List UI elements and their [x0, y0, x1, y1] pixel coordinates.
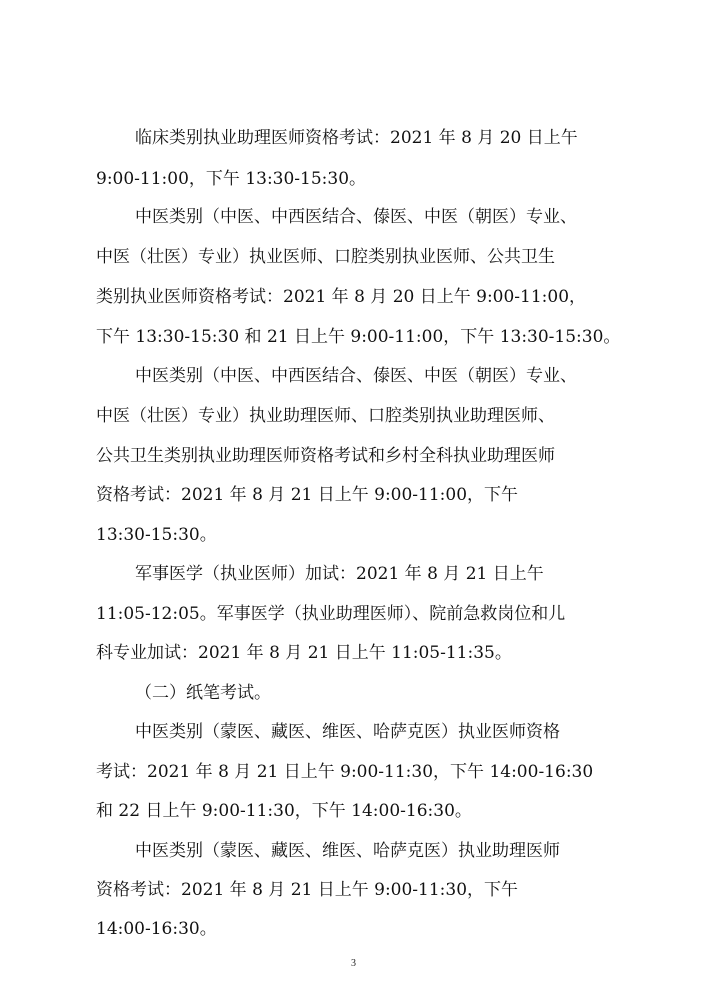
text-line: 中医（壮医）专业）执业医师、口腔类别执业医师、公共卫生 — [96, 247, 555, 267]
text-line: 中医类别（中医、中西医结合、傣医、中医（朝医）专业、 — [135, 207, 577, 227]
text-line: 13:30-15:30。 — [96, 525, 217, 545]
text-line: 中医类别（蒙医、藏医、维医、哈萨克医）执业助理医师 — [135, 841, 560, 861]
text-line: 中医类别（中医、中西医结合、傣医、中医（朝医）专业、 — [135, 366, 577, 386]
text-line: 资格考试：2021 年 8 月 21 日上午 9:00-11:30，下午 — [96, 880, 519, 900]
text-line: 中医（壮医）专业）执业助理医师、口腔类别执业助理医师、 — [96, 406, 555, 426]
text-line: 下午 13:30-15:30 和 21 日上午 9:00-11:00，下午 13:30-15:30。 — [96, 327, 621, 347]
text-line: 临床类别执业助理医师资格考试：2021 年 8 月 20 日上午 — [135, 128, 578, 148]
text-line: 公共卫生类别执业助理医师资格考试和乡村全科执业助理医师 — [96, 446, 555, 466]
text-line: 11:05-12:05。军事医学（执业助理医师）、院前急救岗位和儿 — [96, 604, 566, 624]
text-line: 军事医学（执业医师）加试：2021 年 8 月 21 日上午 — [135, 564, 544, 584]
page-number: 3 — [351, 958, 356, 969]
text-line: 9:00-11:00，下午 13:30-15:30。 — [96, 169, 367, 189]
text-line: 资格考试：2021 年 8 月 21 日上午 9:00-11:00，下午 — [96, 485, 519, 505]
text-line: 科专业加试：2021 年 8 月 21 日上午 11:05-11:35。 — [96, 643, 512, 663]
section-heading: （二）纸笔考试。 — [135, 683, 271, 703]
text-line: 14:00-16:30。 — [96, 919, 217, 939]
text-line: 和 22 日上午 9:00-11:30，下午 14:00-16:30。 — [96, 801, 472, 821]
text-line: 中医类别（蒙医、藏医、维医、哈萨克医）执业医师资格 — [135, 722, 560, 742]
text-line: 类别执业医师资格考试：2021 年 8 月 20 日上午 9:00-11:00， — [96, 287, 587, 307]
text-line: 考试：2021 年 8 月 21 日上午 9:00-11:30，下午 14:00-16:30 — [96, 762, 594, 782]
